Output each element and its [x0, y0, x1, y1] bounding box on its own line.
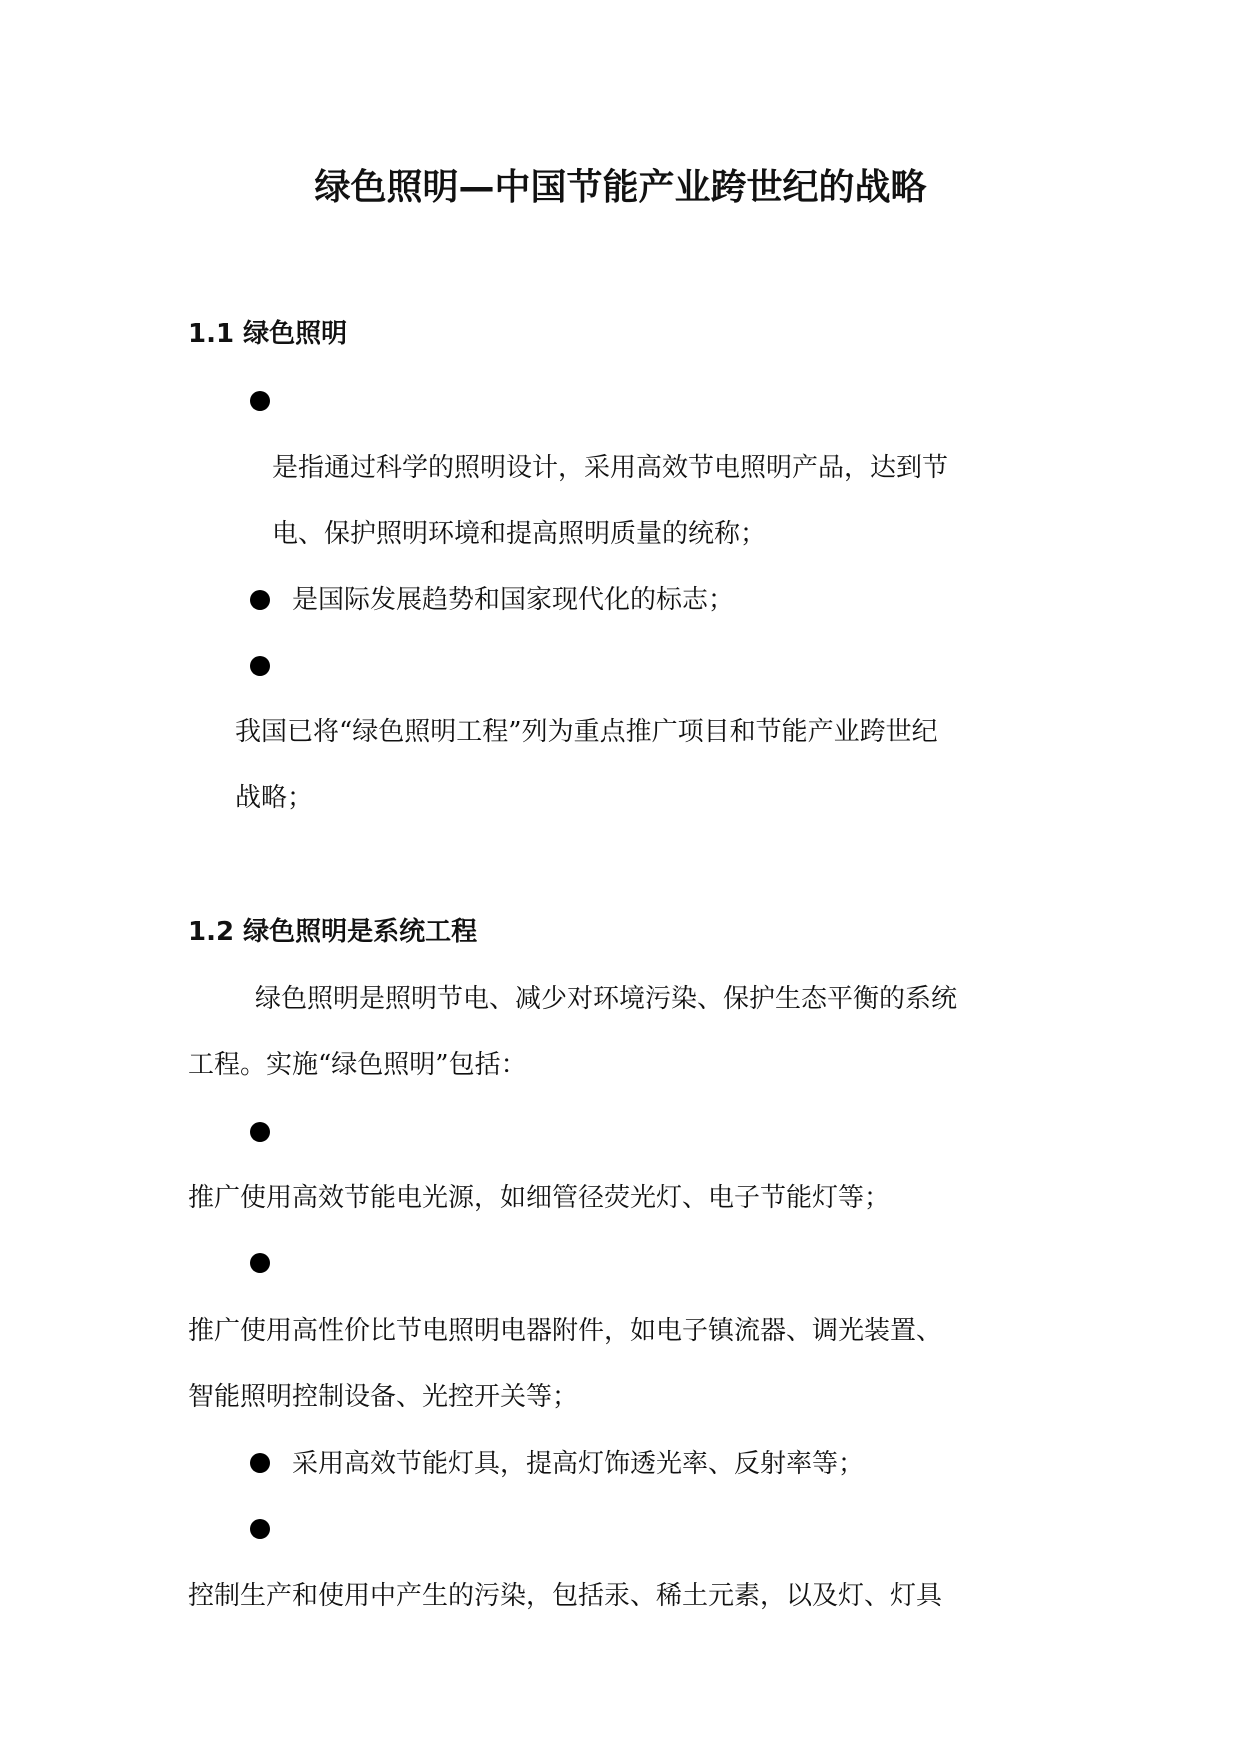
document-title: 绿色照明—中国节能产业跨世纪的战略 [314, 167, 927, 208]
paragraph-line: 智能照明控制设备、光控开关等； [188, 1382, 579, 1412]
section-heading-1-1: 1.1 绿色照明 [188, 319, 348, 349]
bullet-icon [250, 1122, 270, 1142]
section-heading-1-2: 1.2 绿色照明是系统工程 [188, 917, 478, 947]
bullet-icon [250, 1253, 270, 1273]
bullet-icon [250, 656, 270, 676]
bullet-icon [250, 1453, 270, 1473]
paragraph-line: 工程。实施“绿色照明”包括： [188, 1050, 527, 1080]
paragraph-line: 采用高效节能灯具，提高灯饰透光率、反射率等； [292, 1449, 865, 1479]
bullet-icon [250, 1519, 270, 1539]
paragraph-line: 战略； [235, 783, 314, 813]
paragraph-line: 推广使用高效节能电光源，如细管径荧光灯、电子节能灯等； [188, 1183, 891, 1213]
paragraph-line: 控制生产和使用中产生的污染，包括汞、稀土元素，以及灯、灯具 [188, 1581, 943, 1611]
paragraph-line: 是指通过科学的照明设计，采用高效节电照明产品，达到节 [272, 453, 949, 483]
paragraph-line: 推广使用高性价比节电照明电器附件，如电子镇流器、调光装置、 [188, 1316, 943, 1346]
bullet-icon [250, 590, 270, 610]
paragraph-line: 是国际发展趋势和国家现代化的标志； [292, 585, 735, 615]
paragraph-line: 绿色照明是照明节电、减少对环境污染、保护生态平衡的系统 [255, 984, 958, 1014]
paragraph-line: 我国已将“绿色照明工程”列为重点推广项目和节能产业跨世纪 [235, 717, 938, 747]
paragraph-line: 电、保护照明环境和提高照明质量的统称； [272, 519, 767, 549]
bullet-icon [250, 391, 270, 411]
